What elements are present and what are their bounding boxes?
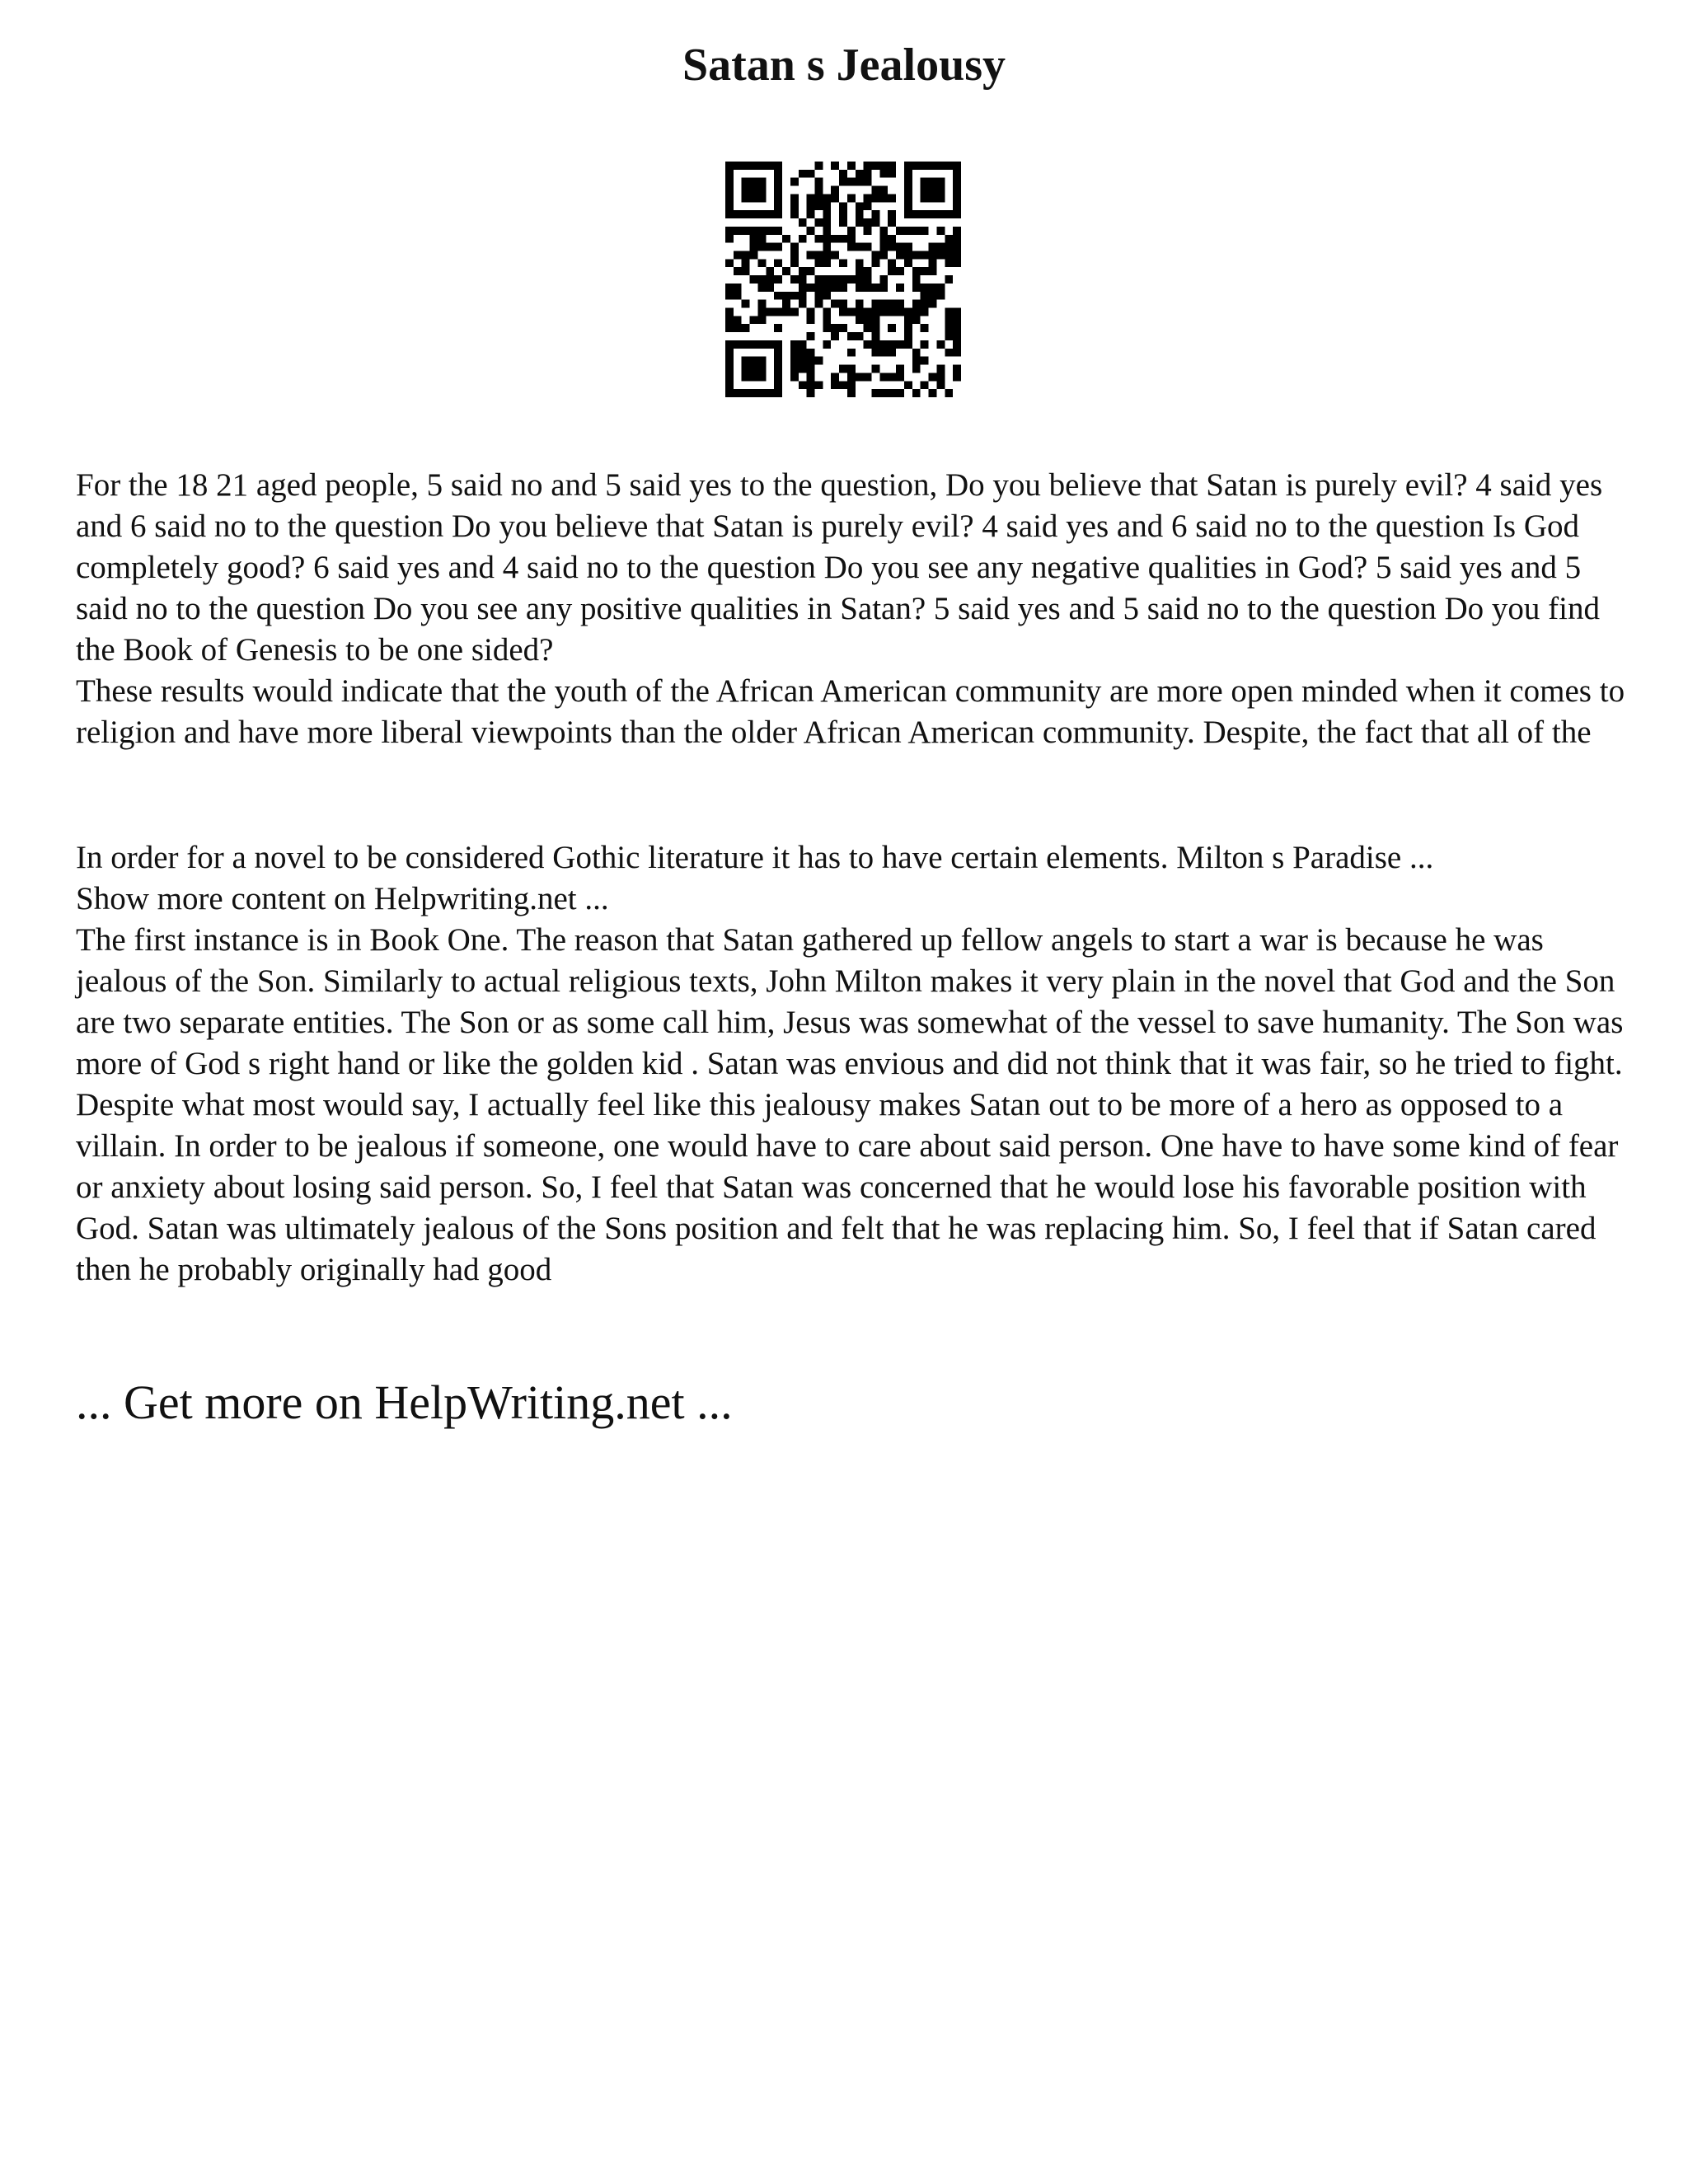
paragraph-survey-results: For the 18 21 aged people, 5 said no and 5 said yes to the question, Do you believe that Satan is purely evil? 4 said yes and 6 said no to the question Do you believe that Satan is purely evil? 4 said yes and 6 said no to the question Is God completely good? 6 said yes and 4 said no to the question Do you see any negative qualities in God? 5 said yes and 5 said no to the question Do you see any positive qualities in Satan? 5 said yes and 5 said no to the question Do you find the Book of Genesis to be one sided?: [76, 467, 1603, 668]
get-more-link[interactable]: ... Get more on HelpWriting.net ...: [76, 1376, 733, 1429]
show-more-link[interactable]: Show more content on Helpwriting.net ...: [76, 881, 609, 916]
paragraph-gothic-intro: In order for a novel to be considered Gothic literature it has to have certain elements. Milton s Paradise ...: [76, 840, 1434, 875]
qr-code-icon: [725, 162, 961, 397]
body-text-block-1: [76, 465, 1634, 753]
paragraph-book-one: The first instance is in Book One. The reason that Satan gathered up fellow angels to start a war is because he was jealous of the Son. Similarly to actual religious texts, John Milton makes it very plain in the novel that God and the Son are two separate entities. The Son or as some call him, Jesus was somewhat of the vessel to save humanity. The Son was more of God s right hand or like the golden kid . Satan was envious and did not think that it was fair, so he tried to fight. Despite what most would say, I actually feel like this jealousy makes Satan out to be more of a hero as opposed to a villain. In order to be jealous if someone, one would have to care about said person. One have to have some kind of fear or anxiety about losing said person. So, I feel that Satan was concerned that he would lose his favorable position with God. Satan was ultimately jealous of the Sons position and felt that he was replacing him. So, I feel that if Satan cared then he probably originally had good: [76, 922, 1624, 1287]
paragraph-results-interpretation: These results would indicate that the youth of the African American community are more open minded when it comes to religion and have more liberal viewpoints than the older African American community. Despite, the fact that all of the: [76, 673, 1625, 750]
page-title: Satan s Jealousy: [682, 40, 1006, 91]
body-text-block-2: [76, 837, 1634, 1291]
